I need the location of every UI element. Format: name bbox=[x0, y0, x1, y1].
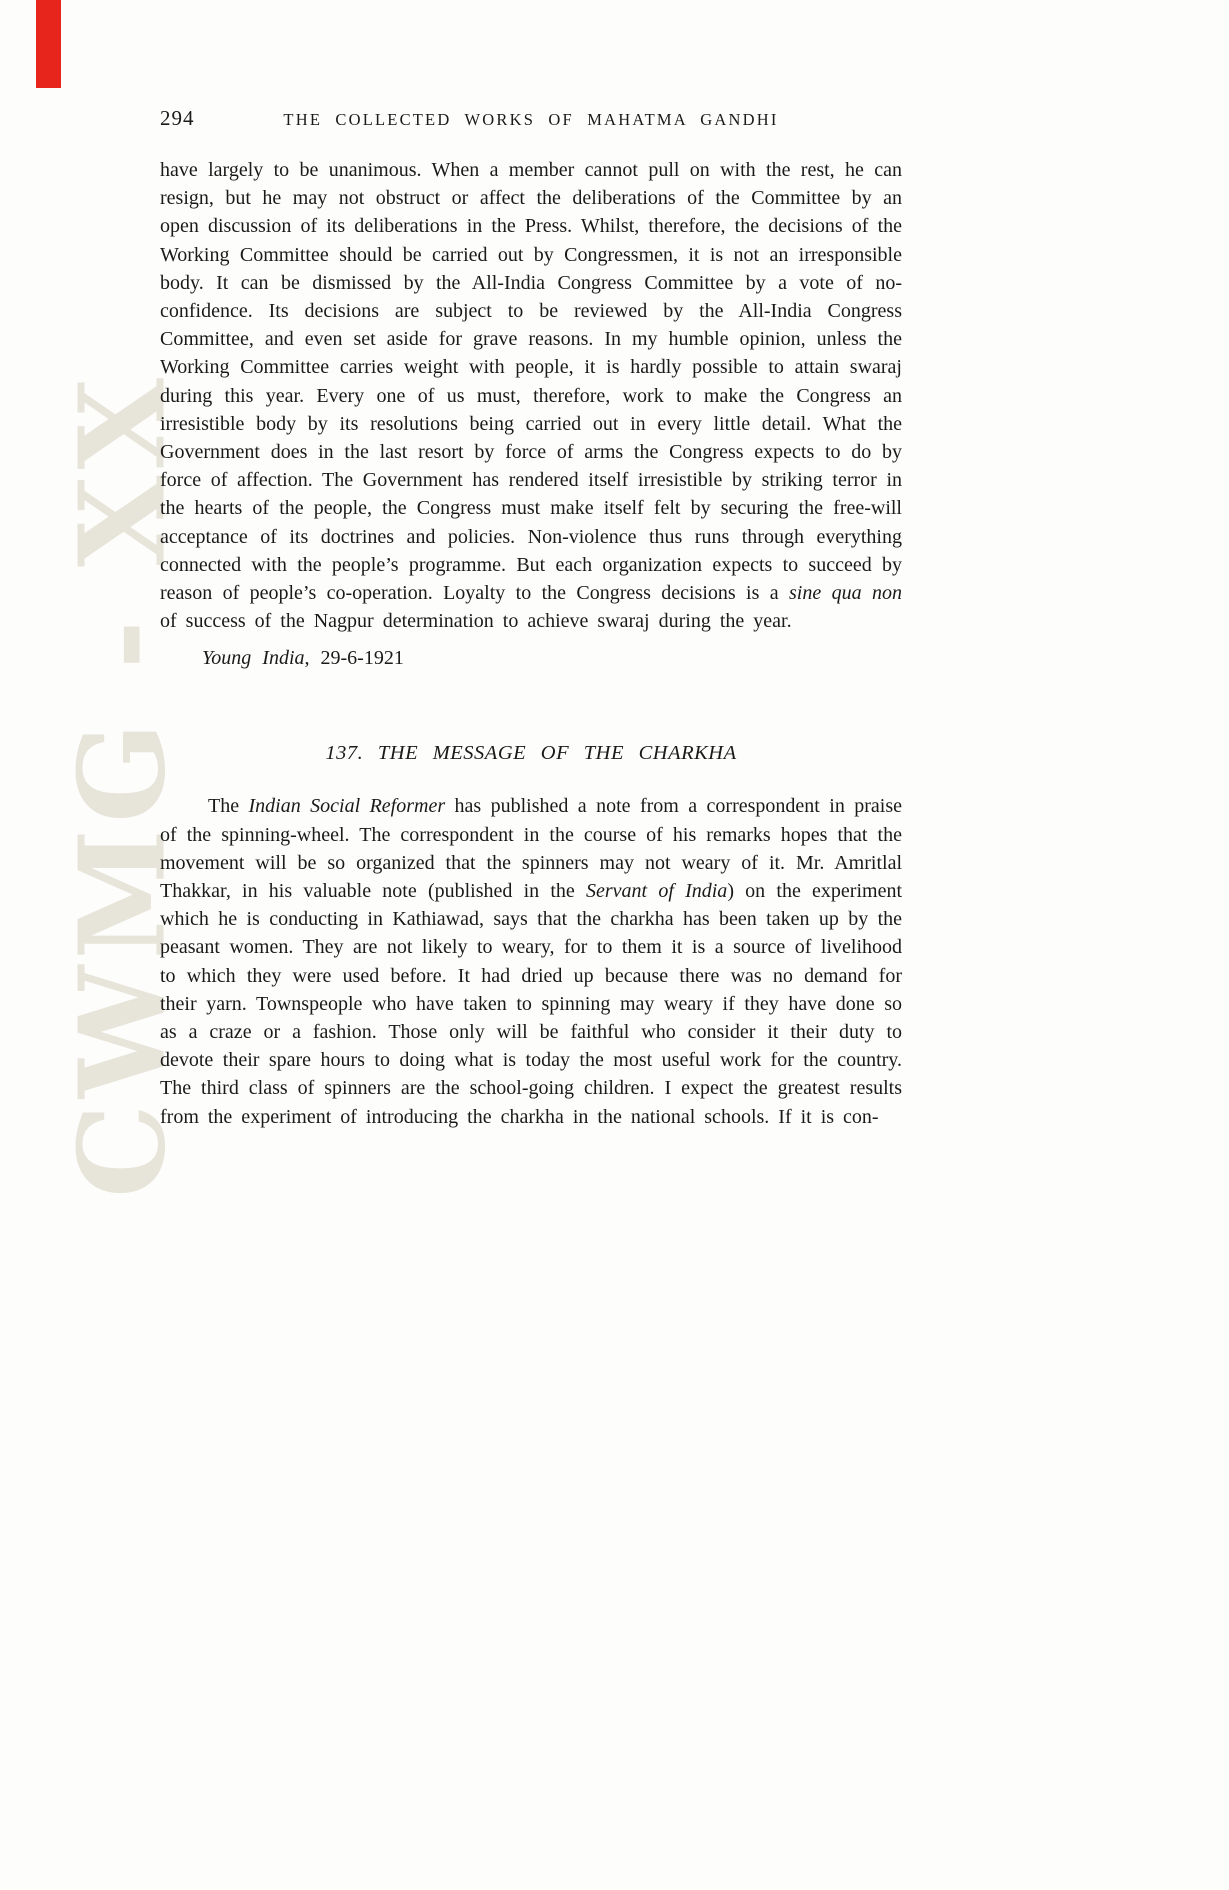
page-number: 294 bbox=[160, 106, 195, 130]
watermark: CWMG - XX bbox=[52, 371, 192, 1199]
section-heading: 137. THE MESSAGE OF THE CHARKHA bbox=[325, 742, 737, 765]
body-paragraph-2: The Indian Social Reformer has published a note from a correspondent in praise of the spinning-wheel. The correspondent in the course of his remarks hopes that the movement will be so organized that the spinners may not weary of it. Mr. Amritlal Thakkar, in his valuable note (published in the Servant of India) on the experiment which he is conducting in Kathiawad, says that the charkha has been taken up by the peasant women. They are not likely to weary, for to them it is a source of livelihood to which they were used before. It had dried up because there was no demand for their yarn. Townspeople who have taken to spinning may weary if they have done so as a craze or a fashion. Those only will be faithful who consider it their duty to devote their spare hours to doing what is today the most useful work for the country. The third class of spinners are the school-going children. I expect the greatest results from the experiment of introducing the charkha in the national schools. If it is con- bbox=[160, 795, 902, 1128]
citation: Young India, 29-6-1921 bbox=[202, 647, 404, 670]
body-paragraph-1: have largely to be unanimous. When a member cannot pull on with the rest, he can resign, but he may not obstruct or affect the deliberations of the Committee by an open discussion of its deliberations in the Press. Whilst, therefore, the decisions of the Working Committee should be carried out by Congressmen, it is not an irresponsible body. It can be dismissed by the All-India Congress Committee by a vote of no-confidence. Its decisions are subject to be reviewed by the All-India Congress Committee, and even set aside for grave reasons. In my humble opinion, unless the Working Committee carries weight with people, it is hardly possible to attain swaraj during this year. Every one of us must, therefore, work to make the Congress an irresistible body by its resolutions being carried out in every little detail. What the Government does in the last resort by force of arms the Congress expects to do by force of affection. The Government has rendered itself irresistible by striking terror in the hearts of the people, the Congress must make itself felt by securing the free-will acceptance of its doctrines and policies. Non-violence thus runs through everything connected with the people’s programme. But each organization expects to succeed by reason of people’s co-operation. Loyalty to the Congress decisions is a sine qua non of success of the Nagpur determination to achieve swaraj during the year. bbox=[160, 159, 902, 633]
running-title: THE COLLECTED WORKS OF MAHATMA GANDHI bbox=[283, 110, 779, 129]
page-header bbox=[160, 106, 902, 136]
scan-artifact bbox=[36, 0, 61, 88]
page-content bbox=[160, 106, 902, 1131]
